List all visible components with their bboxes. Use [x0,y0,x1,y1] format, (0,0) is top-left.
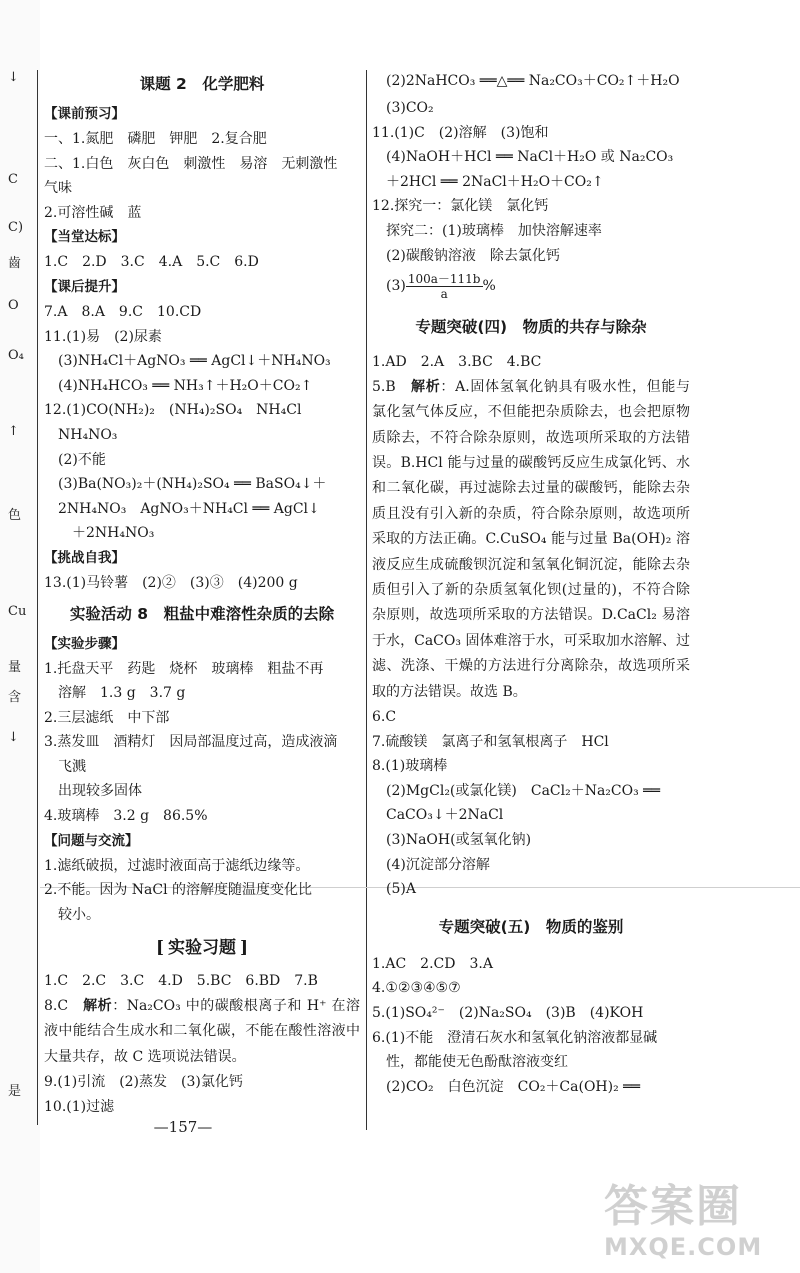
answer-line: (2)不能 [58,451,106,468]
exercises-title-text: 实验习题 [168,938,236,959]
column-divider [366,70,367,1130]
equation-line: (2)2NaHCO₃ ══△══ Na₂CO₃＋CO₂↑＋H₂O [386,73,680,89]
answer-line: (4)沉淀部分溶解 [386,856,490,873]
answer-line: 11.(1)易 (2)尿素 [44,328,162,345]
answer-line: 3.蒸发皿 酒精灯 因局部温度过高，造成液滴 [44,734,338,751]
answer-line: 4.玻璃棒 3.2 g 86.5% [44,808,208,825]
answer-line: 1.C 2.C 3.C 4.D 5.BC 6.BD 7.B [44,973,318,990]
answer-line: 探究二：(1)玻璃棒 加快溶解速率 [386,222,602,239]
equation-line: (4)NH₄HCO₃ ══ NH₃↑＋H₂O＋CO₂↑ [58,377,313,394]
answer-line: (3)CO₂ [386,100,434,116]
fraction-numerator: 100a－111b [407,271,481,286]
equation-line: (3)Ba(NO₃)₂＋(NH₄)₂SO₄ ══ BaSO₄↓＋ [58,476,327,493]
answer-line: 9.(1)引流 (2)蒸发 (3)氯化钙 [44,1074,243,1091]
answer-line: 13.(1)马铃薯 (2)② (3)③ (4)200 g [44,574,298,591]
margin-fragment: ↓ [8,730,19,745]
explanation-paragraph [44,994,360,1070]
answer-line: 10.(1)过滤 [44,1098,115,1115]
answer-line: 二、1.白色 灰白色 刺激性 易溶 无刺激性 [44,155,338,172]
margin-fragment: 色 [8,508,22,523]
answer-line: 出现较多固体 [58,783,142,800]
answer-line: (2)碳酸钠溶液 除去氯化钙 [386,247,560,264]
answer-line: 较小。 [58,906,100,923]
fraction-denominator: a [440,286,448,301]
section-title-identification: 专题突破(五) 物质的鉴别 [438,917,624,936]
qa-header: 【问题与交流】 [44,832,139,849]
margin-fragment: ↑ [8,424,19,439]
page-number: —157— [153,1118,213,1136]
fraction-answer-line [372,268,690,304]
answer-line: 飞溅 [58,758,86,775]
answer-line: NH₄NO₃ [58,426,118,443]
right-column [372,66,690,1099]
margin-fragment: O [8,298,19,313]
answer-line: 11.(1)C (2)溶解 (3)饱和 [372,124,549,141]
equation-line: (2)CO₂ 白色沉淀 CO₂＋Ca(OH)₂ ══ [386,1078,641,1095]
answer-line: 2.可溶性碱 蓝 [44,204,142,221]
challenge-header: 【挑战自我】 [44,549,125,566]
answer-line: 一、1.氮肥 磷肥 钾肥 2.复合肥 [44,131,267,147]
section-title-coexistence: 专题突破(四) 物质的共存与除杂 [415,318,647,337]
answer-line: 7.硫酸镁 氯离子和氢氧根离子 HCl [372,733,609,750]
answer-line: (5)A [386,881,416,898]
margin-fragment: 是 [8,1084,22,1099]
answer-line: 4.①②③④⑤⑦ [372,980,461,997]
answer-line: 12.(1)CO(NH₂)₂ (NH₄)₂SO₄ NH₄Cl [44,402,302,419]
answer-line: (3)NaOH(或氢氧化钠) [386,832,532,848]
margin-fragment: ↓ [8,70,19,85]
answer-line: 溶解 1.3 g 3.7 g [58,685,186,702]
answer-line: 1.C 2.D 3.C 4.A 5.C 6.D [44,254,259,271]
section-title-experiment: 实验活动 8 粗盐中难溶性杂质的去除 [69,604,335,623]
fraction [406,272,483,301]
answer-line: 6.(1)不能 澄清石灰水和氢氧化钠溶液都显碱 [372,1029,658,1046]
left-column [44,66,360,1119]
answer-line: 12.探究一：氯化镁 氯化钙 [372,198,549,215]
margin-fragment: 含 [8,690,22,705]
explanation-paragraph [372,375,690,705]
equation-line: (4)NaOH＋HCl ══ NaCl＋H₂O 或 Na₂CO₃ [386,149,674,166]
answer-line: 性，都能使无色酚酞溶液变红 [386,1054,568,1071]
watermark-text: 答案圈 [604,1181,742,1232]
watermark-url: MXQE.COM [604,1233,763,1261]
equation-line: CaCO₃↓＋2NaCl [386,807,504,824]
steps-header: 【实验步骤】 [44,635,125,652]
answer-line: 1.AD 2.A 3.BC 4.BC [372,354,542,371]
watermark-logo [604,1182,794,1268]
margin-fragment: O₄ [8,348,24,363]
margin-fragment: Cu [8,604,27,619]
equation-line: 2NH₄NO₃ AgNO₃＋NH₄Cl ══ AgCl↓ [58,500,320,517]
explanation-label: 解析 [411,378,441,395]
fraction-prefix: (3) [386,278,406,295]
equation-line: (3)NH₄Cl＋AgNO₃ ══ AgCl↓＋NH₄NO₃ [58,353,331,370]
section-title-exercises: [ 实验习题 ] [155,938,249,959]
answer-line: 1.托盘天平 药匙 烧杯 玻璃棒 粗盐不再 [44,660,324,677]
section-title-fertilizer: 课题 2 化学肥料 [139,75,265,93]
margin-fragment: 齒 [8,256,22,271]
margin-rule [37,70,38,1125]
answer-line: 6.C [372,709,397,726]
answer-line: 2.三层滤纸 中下部 [44,709,170,726]
equation-line: ＋2HCl ══ 2NaCl＋H₂O＋CO₂↑ [386,173,604,190]
after-class-header: 【课后提升】 [44,278,125,295]
margin-fragment: C) [8,220,24,235]
answer-line: 1.AC 2.CD 3.A [372,955,493,972]
class-header: 【当堂达标】 [44,229,125,246]
answer-line: 1.滤纸破损，过滤时液面高于滤纸边缘等。 [44,857,310,874]
preview-header: 【课前预习】 [44,106,125,122]
answer-line: 8.(1)玻璃棒 [372,758,448,775]
answer-line: 气味 [44,180,72,197]
margin-fragment: C [8,172,18,187]
margin-fragment: 量 [8,660,22,675]
explanation-text: ：Na₂CO₃ 中的碳酸根离子和 H⁺ 在溶液中能结合生成水和二氧化碳，不能在酸性溶液中大量共存，故 C 选项说法错误。 [44,998,360,1065]
equation-line: ＋2NH₄NO₃ [72,525,155,542]
explanation-text: ：A.固体氢氧化钠具有吸水性，但能与氯化氢气体反应，不但能把杂质除去，也会把原物质除去，不符合除杂原则，故选项所采取的方法错误。B.HCl 能与过量的碳酸钙反应生成氯化钙、水和二氧化碳，再过滤除去过量的碳酸钙，能除去杂质且没有引入新的杂质，符合除杂原则，故选项所采取的方法正确。C.CuSO₄ 能与过量 Ba(OH)₂ 溶液反应生成硫酸钡沉淀和氢氧化铜沉淀，能除去杂质但引入了新的杂质氢氧化钡(过量的)，不符合除杂原则，故选项所采取的方法错误。D.CaCl₂ 易溶于水，CaCO₃ 固体难溶于水，可采取加水溶解、过滤、洗涤、干燥的方法进行分离除杂，故选项所采取的方法错误。故选 B。 [372,378,691,700]
answer-line: 7.A 8.A 9.C 10.CD [44,303,202,320]
fraction-suffix: % [482,278,496,295]
answer-number: 5.B [372,378,412,395]
answer-line: 2.不能。因为 NaCl 的溶解度随温度变化比 [44,882,313,899]
answer-line: 5.(1)SO₄²⁻ (2)Na₂SO₄ (3)B (4)KOH [372,1004,644,1021]
equation-line: (2)MgCl₂(或氯化镁) CaCl₂＋Na₂CO₃ ══ [386,782,661,799]
explanation-label: 解析 [83,998,113,1015]
answer-number: 8.C [44,998,84,1015]
